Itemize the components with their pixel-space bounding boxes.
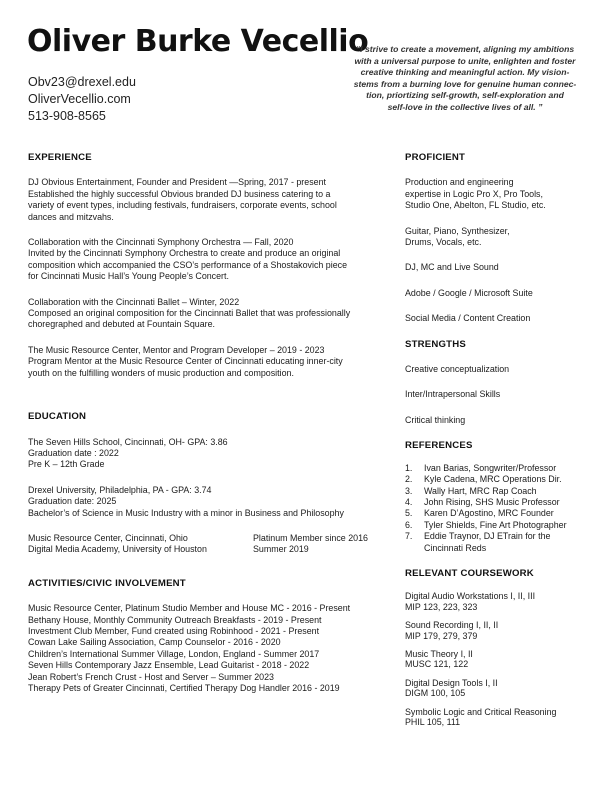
reference-number: 7. xyxy=(405,531,413,542)
activity-item: Music Resource Center, Platinum Studio Member and House MC - 2016 - Present xyxy=(28,603,351,614)
strength-item: Critical thinking xyxy=(405,414,466,425)
left-column xyxy=(28,152,388,694)
program-date: Summer 2019 xyxy=(253,544,309,555)
reference-name xyxy=(424,531,550,554)
job-title: DJ Obvious Entertainment, Founder and President —Spring, 2017 - present xyxy=(28,177,326,188)
reference-number: 4. xyxy=(405,496,413,507)
contact-block xyxy=(28,74,136,125)
reference-number: 2. xyxy=(405,474,413,485)
school-detail: Graduation date : 2022 xyxy=(28,447,119,458)
reference-item xyxy=(405,486,590,497)
education-item xyxy=(28,437,388,471)
experience-heading: EXPERIENCE xyxy=(28,152,92,163)
right-column xyxy=(405,152,590,727)
experience-item xyxy=(28,237,388,283)
activity-item: Investment Club Member, Fund created using Robinhood - 2021 - Present xyxy=(28,625,320,636)
resume-name: Oliver Burke Vecellio xyxy=(27,24,369,59)
proficient-line: Guitar, Piano, Synthesizer, xyxy=(405,225,510,236)
job-description-line: Established the highly successful Obvious branded DJ business catering to a xyxy=(28,188,331,199)
job-description-line: Program Mentor at the Music Resource Center of Cincinnati educating inner-city xyxy=(28,356,343,367)
activity-item: Children’s International Summer Village, London, England - Summer 2017 xyxy=(28,648,320,659)
course-codes: PHIL 105, 111 xyxy=(405,717,461,727)
activity-item: Cowan Lake Sailing Association, Camp Counselor - 2016 - 2020 xyxy=(28,637,281,648)
proficient-item: Adobe / Google / Microsoft Suite xyxy=(405,287,533,298)
job-description-line: composition which accompanied the CSO’s performance of a Shostakovich piece xyxy=(28,259,348,270)
course-name: Digital Audio Workstations I, II, III xyxy=(405,591,536,602)
reference-name-line: Eddie Traynor, DJ ETrain for the xyxy=(424,531,551,542)
other-education-row xyxy=(28,544,388,555)
education-heading: EDUCATION xyxy=(28,411,87,423)
reference-number: 5. xyxy=(405,508,413,519)
job-description-line: variety of event types, including festivals, fundraisers, corporate events, school xyxy=(28,200,337,211)
activity-item: Therapy Pets of Greater Cincinnati, Certified Therapy Dog Handler 2016 - 2019 xyxy=(28,683,340,693)
website[interactable]: OliverVecellio.com xyxy=(28,92,131,106)
email[interactable]: Obv23@drexel.edu xyxy=(28,75,136,89)
job-title: Collaboration with the Cincinnati Symphony Orchestra — Fall, 2020 xyxy=(28,237,294,248)
phone[interactable]: 513-908-8565 xyxy=(28,109,106,123)
school-detail: Pre K – 12th Grade xyxy=(28,459,105,470)
quote-line: with a universal purpose to unite, enlighten and foster xyxy=(354,55,576,66)
reference-name-line: Cincinnati Reds xyxy=(424,542,487,553)
job-description-line: youth on the fulfilling wonders of music production and composition. xyxy=(28,367,294,378)
job-description-line: dances and mitzvahs. xyxy=(28,211,114,222)
activities-heading: ACTIVITIES/CIVIC INVOLVEMENT xyxy=(28,577,186,589)
education-item xyxy=(28,485,388,519)
program-name: Digital Media Academy, University of Houston xyxy=(28,544,207,555)
activity-item: Jean Robert’s French Crust - Host and Server – Summer 2023 xyxy=(28,671,274,682)
job-description-line: choregraphed and debuted at Fountain Square. xyxy=(28,319,216,330)
reference-name: Ivan Barias, Songwriter/Professor xyxy=(424,462,557,473)
course-name: Music Theory I, II xyxy=(405,648,473,659)
experience-item xyxy=(28,345,388,379)
job-description-line: for Cincinnati Music Hall’s Young People’s Concert. xyxy=(28,271,229,282)
reference-item xyxy=(405,463,590,474)
quote-line: creative thinking and meaningful action. My vision- xyxy=(360,67,570,78)
proficient-line: Production and engineering xyxy=(405,177,514,188)
course-item xyxy=(405,707,590,728)
reference-item xyxy=(405,508,590,519)
proficient-line: expertise in Logic Pro X, Pro Tools, xyxy=(405,188,543,199)
strength-item: Creative conceptualization xyxy=(405,364,510,375)
reference-item xyxy=(405,497,590,508)
proficient-heading: PROFICIENT xyxy=(405,152,466,163)
other-education-row xyxy=(28,533,388,544)
course-item xyxy=(405,591,590,612)
reference-name: Wally Hart, MRC Rap Coach xyxy=(424,485,537,496)
reference-item xyxy=(405,520,590,531)
personal-quote xyxy=(340,44,590,114)
strength-item: Inter/Intrapersonal Skills xyxy=(405,389,501,400)
proficient-line: Studio One, Abelton, FL Studio, etc. xyxy=(405,200,546,211)
program-name: Music Resource Center, Cincinnati, Ohio xyxy=(28,532,188,543)
quote-line: stems from a burning love for genuine human connec- xyxy=(353,78,577,89)
other-education xyxy=(28,533,388,556)
school-detail: Bachelor’s of Science in Music Industry with a minor in Business and Philosophy xyxy=(28,507,344,518)
coursework-heading: RELEVANT COURSEWORK xyxy=(405,567,534,579)
reference-name: Kyle Cadena, MRC Operations Dir. xyxy=(424,474,562,485)
course-codes: MIP 179, 279, 379 xyxy=(405,630,478,641)
job-description-line: Composed an original composition for the Cincinnati Ballet that was professionally xyxy=(28,308,351,319)
school-title: The Seven Hills School, Cincinnati, OH- GPA: 3.86 xyxy=(28,436,228,447)
proficient-line: Drums, Vocals, etc. xyxy=(405,237,482,248)
activities-list xyxy=(28,603,388,694)
school-detail: Graduation date: 2025 xyxy=(28,496,117,507)
activity-item: Bethany House, Monthly Community Outreach Breakfasts - 2019 - Present xyxy=(28,614,322,625)
course-name: Symbolic Logic and Critical Reasoning xyxy=(405,706,557,717)
job-description-line: Invited by the Cincinnati Symphony Orchestra to create and produce an original xyxy=(28,248,341,259)
reference-item xyxy=(405,474,590,485)
reference-name: John Rising, SHS Music Professor xyxy=(424,496,560,507)
course-codes: DIGM 100, 105 xyxy=(405,688,466,699)
proficient-item: DJ, MC and Live Sound xyxy=(405,262,499,273)
activity-item: Seven Hills Contemporary Jazz Ensemble, Lead Guitarist - 2018 - 2022 xyxy=(28,660,310,671)
proficient-item xyxy=(405,226,590,249)
reference-item xyxy=(405,531,590,554)
course-codes: MIP 123, 223, 323 xyxy=(405,601,478,612)
reference-number: 1. xyxy=(405,462,413,473)
strengths-heading: STRENGTHS xyxy=(405,338,466,350)
reference-name: Tyler Shields, Fine Art Photographer xyxy=(424,519,567,530)
course-item xyxy=(405,649,590,670)
references-list xyxy=(405,463,590,554)
course-name: Digital Design Tools I, II xyxy=(405,677,498,688)
experience-item xyxy=(28,177,388,223)
quote-line: self-love in the collective lives of all. ” xyxy=(387,101,543,112)
program-date: Platinum Member since 2016 xyxy=(253,532,368,543)
reference-number: 6. xyxy=(405,519,413,530)
school-title: Drexel University, Philadelphia, PA - GPA: 3.74 xyxy=(28,484,212,495)
course-item xyxy=(405,678,590,699)
reference-number: 3. xyxy=(405,485,413,496)
quote-line: tion, priortizing self-growth, self-exploration and xyxy=(366,90,564,101)
proficient-item: Social Media / Content Creation xyxy=(405,313,531,324)
references-heading: REFERENCES xyxy=(405,440,473,452)
job-title: Collaboration with the Cincinnati Ballet – Winter, 2022 xyxy=(28,296,240,307)
quote-line: “I strive to create a movement, aligning my ambitions xyxy=(355,44,575,54)
experience-item xyxy=(28,297,388,331)
job-title: The Music Resource Center, Mentor and Program Developer – 2019 - 2023 xyxy=(28,344,325,355)
reference-name: Karen D’Agostino, MRC Founder xyxy=(424,508,554,519)
course-codes: MUSC 121, 122 xyxy=(405,659,469,670)
proficient-item xyxy=(405,177,590,211)
course-item xyxy=(405,620,590,641)
course-name: Sound Recording I, II, II xyxy=(405,620,499,631)
